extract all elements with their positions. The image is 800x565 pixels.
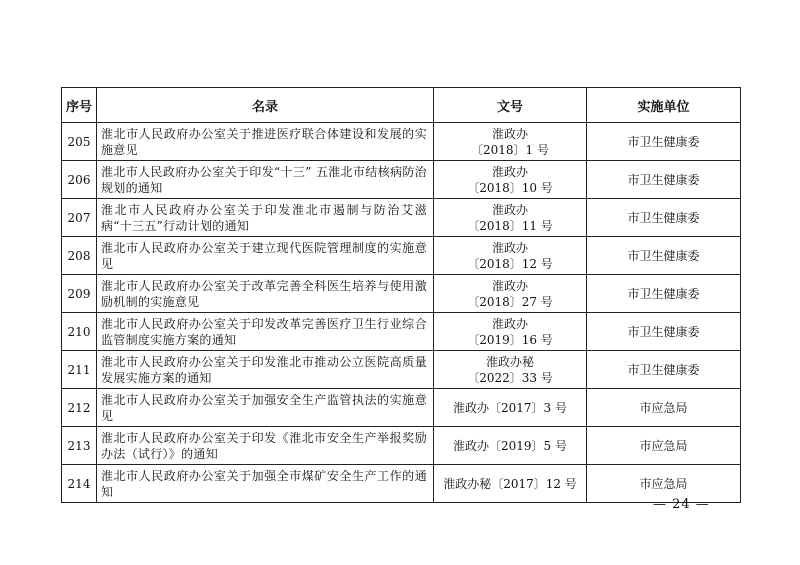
header-no: 序号	[62, 88, 97, 123]
doc-number-line-2: 〔2018〕12 号	[467, 256, 553, 271]
row-number: 213	[62, 427, 97, 465]
policy-table	[61, 87, 741, 503]
row-number: 207	[62, 199, 97, 237]
row-number: 208	[62, 237, 97, 275]
row-title: 淮北市人民政府办公室关于建立现代医院管理制度的实施意见	[97, 237, 434, 275]
table-row	[62, 389, 741, 427]
row-unit: 市卫生健康委	[587, 161, 741, 199]
doc-number-line-2: 〔2018〕10 号	[467, 180, 553, 195]
doc-number-line-1: 淮政办	[491, 126, 528, 141]
doc-number-line-1: 淮政办	[491, 164, 528, 179]
table-row	[62, 427, 741, 465]
row-unit: 市卫生健康委	[587, 199, 741, 237]
header-unit: 实施单位	[587, 88, 741, 123]
row-doc-number	[434, 161, 587, 199]
row-number: 206	[62, 161, 97, 199]
table-row	[62, 123, 741, 161]
row-title: 淮北市人民政府办公室关于印发《淮北市安全生产举报奖励办法（试行）》的通知	[97, 427, 434, 465]
row-doc-number	[434, 123, 587, 161]
doc-number-line-1: 淮政办	[491, 316, 528, 331]
table-row	[62, 465, 741, 503]
table-row	[62, 237, 741, 275]
doc-number-line-2: 〔2018〕1 号	[471, 142, 549, 157]
row-unit: 市卫生健康委	[587, 351, 741, 389]
header-doc: 文号	[434, 88, 587, 123]
doc-number-line-2: 〔2022〕33 号	[467, 370, 553, 385]
row-title: 淮北市人民政府办公室关于改革完善全科医生培养与使用激励机制的实施意见	[97, 275, 434, 313]
row-title: 淮北市人民政府办公室关于印发淮北市遏制与防治艾滋病“十三五”行动计划的通知	[97, 199, 434, 237]
doc-number-line-1: 淮政办秘〔2017〕12 号	[443, 476, 577, 491]
table-row	[62, 313, 741, 351]
row-doc-number	[434, 237, 587, 275]
row-unit: 市卫生健康委	[587, 237, 741, 275]
page-number: — 24 —	[653, 497, 710, 512]
doc-number-line-2: 〔2019〕16 号	[467, 332, 553, 347]
row-doc-number	[434, 351, 587, 389]
doc-number-line-1: 淮政办秘	[485, 354, 534, 369]
doc-number-line-2: 〔2018〕27 号	[467, 294, 553, 309]
row-number: 214	[62, 465, 97, 503]
row-doc-number	[434, 313, 587, 351]
row-title: 淮北市人民政府办公室关于加强安全生产监管执法的实施意见	[97, 389, 434, 427]
row-title: 淮北市人民政府办公室关于印发改革完善医疗卫生行业综合监管制度实施方案的通知	[97, 313, 434, 351]
table-row	[62, 161, 741, 199]
row-unit: 市应急局	[587, 465, 741, 503]
table-row	[62, 351, 741, 389]
row-number: 212	[62, 389, 97, 427]
row-number: 211	[62, 351, 97, 389]
row-doc-number	[434, 465, 587, 503]
table-header-row	[62, 88, 741, 123]
row-title: 淮北市人民政府办公室关于印发“十三” 五淮北市结核病防治规划的通知	[97, 161, 434, 199]
doc-number-line-1: 淮政办	[491, 278, 528, 293]
row-doc-number	[434, 199, 587, 237]
row-unit: 市应急局	[587, 389, 741, 427]
doc-number-line-1: 淮政办〔2019〕5 号	[453, 438, 567, 453]
doc-number-line-1: 淮政办〔2017〕3 号	[453, 400, 567, 415]
row-number: 205	[62, 123, 97, 161]
row-title: 淮北市人民政府办公室关于推进医疗联合体建设和发展的实施意见	[97, 123, 434, 161]
row-doc-number	[434, 427, 587, 465]
row-title: 淮北市人民政府办公室关于印发淮北市推动公立医院高质量发展实施方案的通知	[97, 351, 434, 389]
row-doc-number	[434, 275, 587, 313]
header-name: 名录	[97, 88, 434, 123]
table-row	[62, 275, 741, 313]
doc-number-line-2: 〔2018〕11 号	[467, 218, 553, 233]
row-number: 209	[62, 275, 97, 313]
doc-number-line-1: 淮政办	[491, 240, 528, 255]
row-doc-number	[434, 389, 587, 427]
doc-number-line-1: 淮政办	[491, 202, 528, 217]
row-title: 淮北市人民政府办公室关于加强全市煤矿安全生产工作的通知	[97, 465, 434, 503]
table-row	[62, 199, 741, 237]
row-unit: 市卫生健康委	[587, 123, 741, 161]
row-unit: 市卫生健康委	[587, 313, 741, 351]
row-unit: 市应急局	[587, 427, 741, 465]
row-unit: 市卫生健康委	[587, 275, 741, 313]
row-number: 210	[62, 313, 97, 351]
